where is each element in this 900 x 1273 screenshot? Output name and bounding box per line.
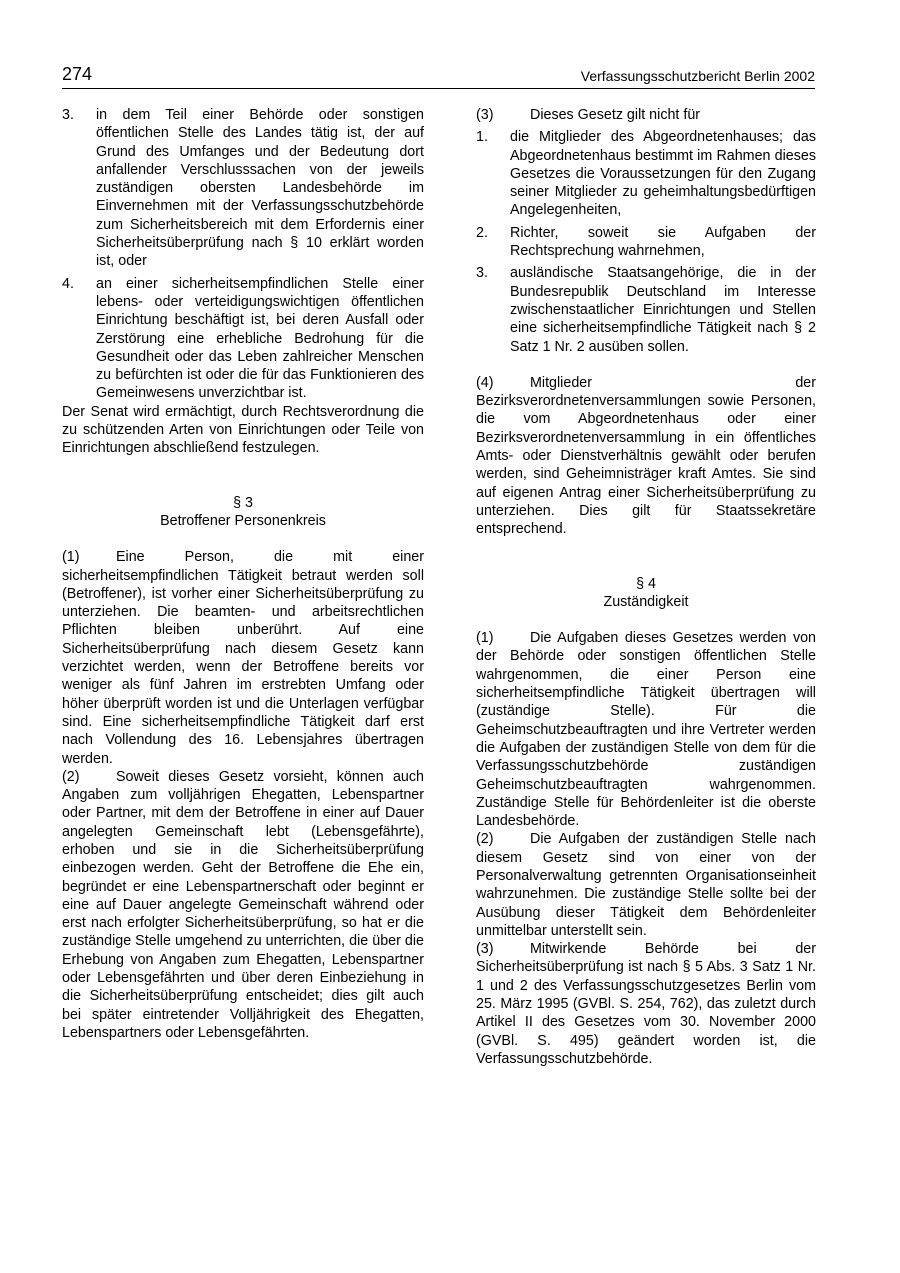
left-column (62, 106, 424, 1042)
paragraph (62, 548, 424, 768)
paragraph-number: (4) (476, 374, 494, 391)
list-item (62, 106, 424, 271)
list-number: 2. (476, 224, 488, 241)
paragraph-text: Mitglieder der Bezirksverordnetenversammlungen sowie Personen, die vom Abgeordnetenhaus oder einer Bezirksverordnetenversammlung in ein öffentliches Amts- oder Dienstverhältnis gewählt oder berufen werden, sind Geheimnisträger kraft Amtes. Sie sind auf eigenen Antrag einer Sicherheitsüberprüfung zu unterziehen. Dies gilt für Staatssekretäre entsprechend. (476, 374, 816, 538)
right-column (476, 106, 816, 1068)
paragraph (476, 106, 816, 124)
list-item (476, 224, 816, 261)
paragraph-number: (2) (62, 768, 80, 785)
running-title: Verfassungsschutzbericht Berlin 2002 (580, 68, 815, 84)
paragraph-text: Die Aufgaben der zuständigen Stelle nach diesem Gesetz sind von einer von der Personalverwaltung getrennten Organisationseinheit wahrzunehmen. Die zuständige Stelle sollte bei der Ausübung dieser Tätigkeit dem Behördenleiter unmittelbar unterstellt sein. (476, 831, 816, 939)
paragraph-number: (3) (476, 941, 494, 958)
list-number: 3. (476, 265, 488, 282)
paragraph (62, 768, 424, 1042)
list-text: in dem Teil einer Behörde oder sonstigen öffentlichen Stelle des Landes tätig ist, der auf Grund des Umfanges und der Bedeutung dort anfallender Verschlusssachen von der jeweils zuständigen obersten Landesbehörde im Einvernehmen mit der Verfassungsschutzbehörde zum Sicherheitsbereich mit dem Erfordernis einer Sicherheitsüberprüfung nach § 10 erklärt worden ist, oder (96, 107, 424, 270)
section-number: § 3 (233, 494, 253, 511)
paragraph-number: (2) (476, 831, 494, 848)
section-number: § 4 (636, 575, 656, 592)
closing-paragraph: Der Senat wird ermächtigt, durch Rechtsverordnung die zu schützenden Arten von Einrichtungen oder Teile von Einrichtungen abschließend festzulegen. (62, 403, 424, 457)
list-number: 4. (62, 275, 74, 292)
list-number: 3. (62, 107, 74, 123)
paragraph-number: (1) (62, 549, 80, 566)
paragraph (476, 374, 816, 539)
section-title: Betroffener Personenkreis (160, 512, 326, 529)
paragraph-text: Dieses Gesetz gilt nicht für (530, 107, 701, 123)
paragraph-text: Mitwirkende Behörde bei der Sicherheitsüberprüfung ist nach § 5 Abs. 3 Satz 1 Nr. 1 und 2 des Verfassungsschutzgesetzes Berlin vom 25. März 1995 (GVBl. S. 254, 762), das zuletzt durch Artikel II des Gesetzes vom 30. November 2000 (GVBl. S. 495) geändert worden ist, die Verfassungsschutzbehörde. (476, 941, 816, 1067)
paragraph-number: (1) (476, 630, 494, 647)
paragraph-text: Eine Person, die mit einer sicherheitsempfindlichen Tätigkeit betraut werden soll (Betroffener), ist vorher einer Sicherheitsüberprüfung zu unterziehen. Die beamten- und arbeitsrechtlichen Pflichten bleiben unberührt. Auf eine Sicherheitsüberprüfung nach diesem Gesetz kann verzichtet werden, wenn der Betroffene bereits vor weniger als fünf Jahren im erstrebten Umfang oder höher überprüft worden ist und die Unterlagen verfügbar sind. Eine sicherheitsempfindliche Tätigkeit darf erst nach Vollendung des 16. Lebensjahres übertragen werden. (62, 549, 424, 767)
paragraph-number: (3) (476, 107, 494, 123)
page-number: 274 (62, 64, 93, 84)
list-text: Richter, soweit sie Aufgaben der Rechtsprechung wahrnehmen, (510, 224, 816, 260)
paragraph (476, 629, 816, 830)
paragraph (476, 830, 816, 940)
list-item (62, 275, 424, 403)
paragraph-text: Soweit dieses Gesetz vorsieht, können auch Angaben zum volljährigen Ehegatten, Lebenspartner oder Partner, mit dem der Betroffene in einer auf Dauer angelegten Gemeinschaft lebt (Lebensgefährte), erhoben und sie in die Sicherheitsüberprüfung einbezogen werden. Geht der Betroffene die Ehe ein, begründet er eine Lebenspartnerschaft oder beginnt er eine auf Dauer angelegte Gemeinschaft während oder erst nach erfolgter Sicherheitsüberprüfung, so hat er die zuständige Stelle umgehend zu unterrichten, die über die Erhebung von Angaben zum Ehegatten, Lebenspartner oder Lebensgefährten und über deren Einbeziehung in die Sicherheitsüberprüfung entscheidet; dies gilt auch bei später eintretender Volljährigkeit des Ehegatten, Lebenspartners oder Lebensgefährten. (62, 768, 424, 1041)
list-text: ausländische Staatsangehörige, die in der Bundesrepublik Deutschland im Interesse zwischenstaatlicher Einrichtungen und Stellen eine sicherheitsempfindliche Tätigkeit nach § 2 Satz 1 Nr. 2 ausüben sollen. (510, 265, 816, 355)
list-item (476, 128, 816, 219)
paragraph (476, 940, 816, 1068)
list-number: 1. (476, 129, 488, 146)
list-item (476, 264, 816, 355)
list-text: an einer sicherheitsempfindlichen Stelle einer lebens- oder verteidigungswichtigen öffentlichen Einrichtung beschäftigt ist, bei deren Ausfall oder Zerstörung eine erhebliche Bedrohung für die Gesundheit oder das Leben zahlreicher Menschen zu befürchten ist oder die für das Funktionieren des Gemeinwesens unverzichtbar ist. (96, 275, 424, 402)
page-header (62, 62, 815, 89)
paragraph-text: Die Aufgaben dieses Gesetzes werden von der Behörde oder sonstigen öffentlichen Stelle wahrgenommen, die einer Person eine sicherheitsempfindliche Tätigkeit übertragen will (zuständige Stelle). Für die Geheimschutzbeauftragten und ihre Vertreter werden die Aufgaben der zuständigen Stelle von dem für die Verfassungsschutzbehörde zuständigen Geheimschutzbeauftragten wahrgenommen. Zuständige Stelle für Behördenleiter ist die oberste Landesbehörde. (476, 630, 816, 830)
section-title: Zuständigkeit (603, 593, 689, 610)
list-text: die Mitglieder des Abgeordnetenhauses; das Abgeordnetenhaus bestimmt im Rahmen dieses Gesetzes die Voraussetzungen für den Zugang seiner Mitglieder zu geheimhaltungsbedürftigen Angelegenheiten, (510, 129, 816, 219)
